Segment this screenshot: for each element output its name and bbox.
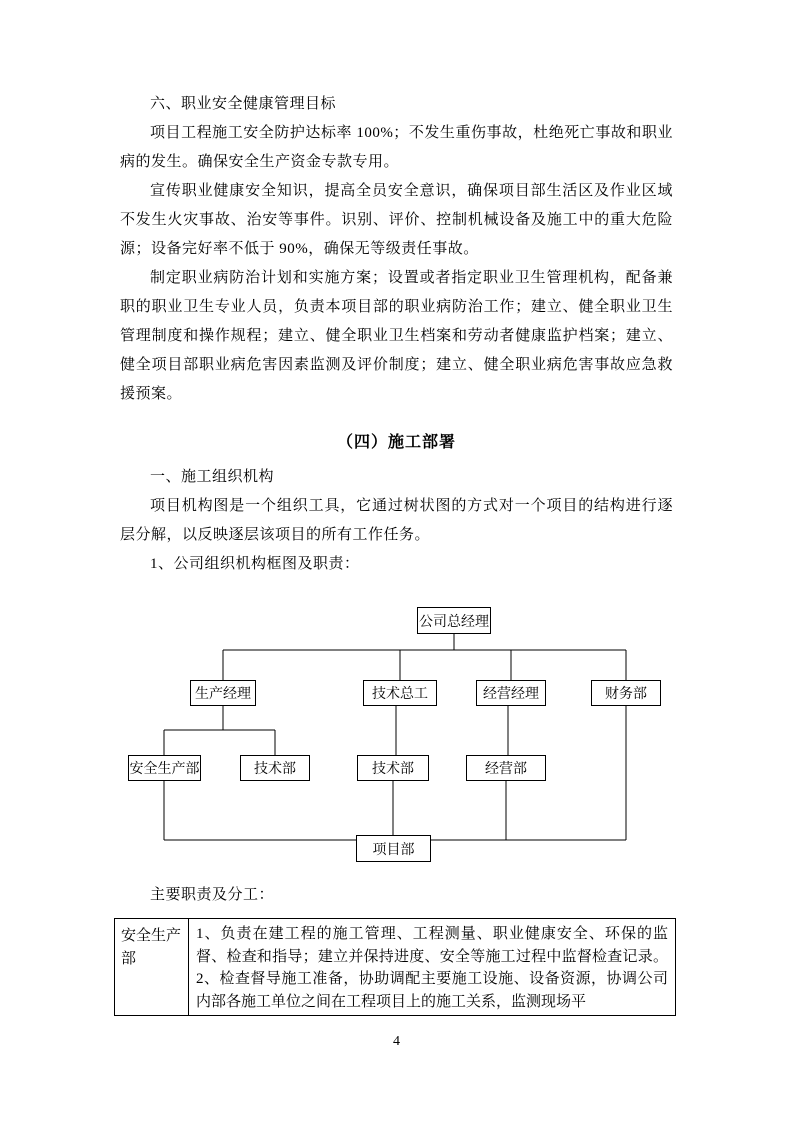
org-node-operations-manager: 经营经理 [476, 680, 546, 706]
paragraph-org-intro: 项目机构图是一个组织工具，它通过树状图的方式对一个项目的结构进行逐层分解，以反映逐层该项目的所有工作任务。 [120, 498, 673, 543]
table-row [115, 919, 676, 1016]
duties-table [114, 918, 676, 1016]
paragraph-disease-prevention: 制定职业病防治计划和实施方案；设置或者指定职业卫生管理机构，配备兼职的职业卫生专业人员，负责本项目部的职业病防治工作；建立、健全职业卫生管理制度和操作规程；建立、健全职业卫生档案和劳动者健康监护档案；建立、健全项目部职业病危害因素监测及评价制度；建立、健全职业病危害事故应急救援预案。 [120, 270, 673, 402]
department-cell: 安全生产部 [115, 919, 189, 1016]
sub-heading-org-chart: 1、公司组织机构框图及职责： [150, 556, 360, 572]
org-chart-connectors [0, 599, 793, 869]
org-chart [0, 599, 793, 869]
paragraph-health-awareness: 宣传职业健康安全知识，提高全员安全意识，确保项目部生活区及作业区域不发生火灾事故、治安等事件。识别、评价、控制机械设备及施工中的重大危险源；设备完好率不低于 90%，确保无等级责任事故。 [120, 183, 673, 257]
org-node-safety-production-dept: 安全生产部 [128, 755, 201, 781]
section-heading-6: 六、职业安全健康管理目标 [150, 96, 337, 112]
org-node-production-manager: 生产经理 [190, 680, 256, 706]
duties-label: 主要职责及分工： [150, 887, 275, 903]
org-node-technology-dept-1: 技术部 [240, 755, 310, 781]
org-node-chief-engineer: 技术总工 [363, 680, 437, 706]
org-node-operations-dept: 经营部 [466, 755, 546, 781]
org-node-technology-dept-2: 技术部 [357, 755, 429, 781]
sub-heading-organization: 一、施工组织机构 [150, 469, 275, 485]
duties-cell: 1、负责在建工程的施工管理、工程测量、职业健康安全、环保的监督、检查和指导；建立并保持进度、安全等施工过程中监督检查记录。2、检查督导施工准备，协助调配主要施工设施、设备资源，协调公司内部各施工单位之间在工程项目上的施工关系，监测现场平 [189, 919, 676, 1016]
org-node-general-manager: 公司总经理 [417, 607, 491, 634]
org-node-project-dept: 项目部 [356, 835, 431, 862]
paragraph-safety-goal: 项目工程施工安全防护达标率 100%；不发生重伤事故，杜绝死亡事故和职业病的发生。确保安全生产资金专款专用。 [120, 125, 673, 170]
section-heading-4: （四）施工部署 [336, 434, 456, 451]
page-number: 4 [393, 1034, 400, 1049]
org-node-finance-dept: 财务部 [591, 680, 661, 706]
